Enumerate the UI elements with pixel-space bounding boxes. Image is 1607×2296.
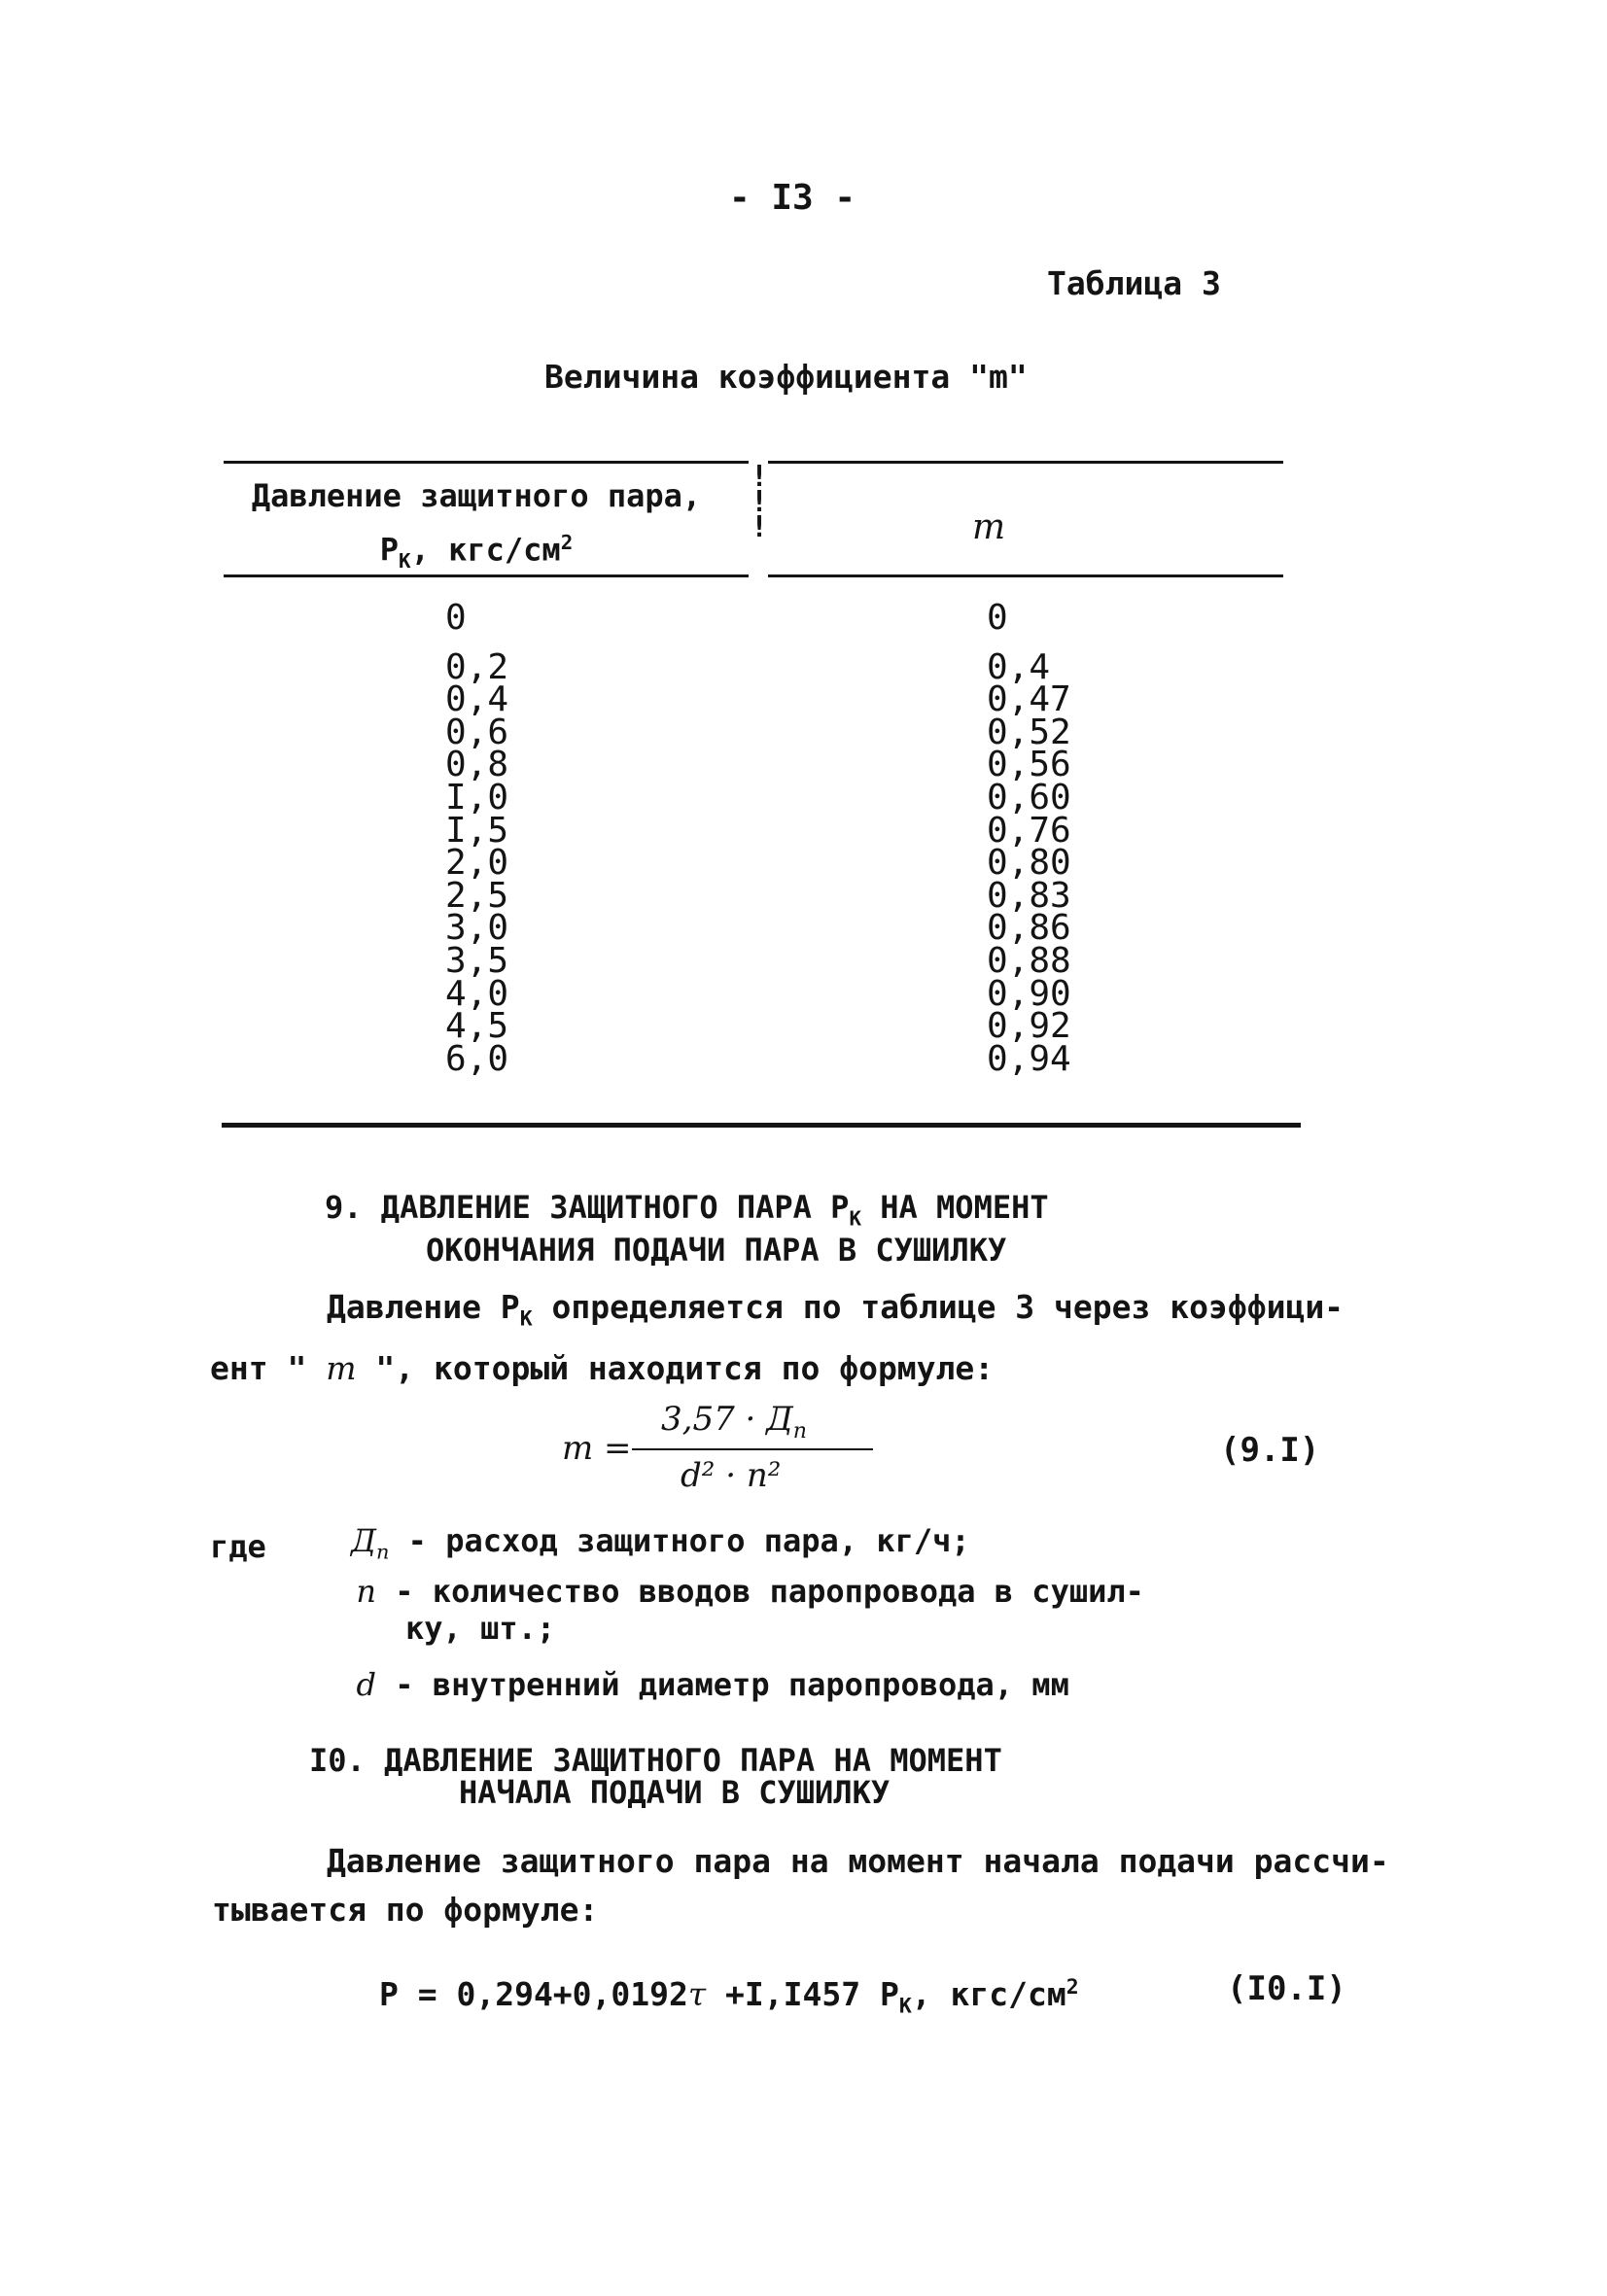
section9-heading-line2: ОКОНЧАНИЯ ПОДАЧИ ПАРА В СУШИЛКУ xyxy=(426,1232,1007,1270)
formula-9-1-lhs: m = xyxy=(562,1429,632,1468)
pressure-value: 0 xyxy=(445,598,467,638)
table-top-rule-right xyxy=(768,461,1283,464)
formula-9-1-num-sub: п xyxy=(792,1417,808,1444)
pressure-subscript: K xyxy=(399,549,411,574)
section9-paragraph xyxy=(210,1283,1344,1393)
m-value: 0,94 xyxy=(987,1038,1071,1079)
table-bottom-rule xyxy=(222,1123,1301,1128)
pressure-value: 4,5 xyxy=(445,1006,509,1047)
formula-10-1-unit: , кгс/см xyxy=(911,1975,1066,2013)
pressure-values-column xyxy=(445,598,509,1079)
section9-para2-end: ", который находится по формуле: xyxy=(356,1348,995,1387)
pressure-value: 2,5 xyxy=(445,875,509,916)
legend-symbol: n xyxy=(356,1573,376,1610)
m-value: 0,4 xyxy=(987,646,1051,687)
column-separator xyxy=(751,460,769,544)
m-symbol: m xyxy=(326,1348,357,1387)
section9-paragraph-line1 xyxy=(210,1283,1344,1344)
column-header-pressure-line2 xyxy=(224,519,729,584)
formula-10-1-start: P = 0,294+0,0192 xyxy=(379,1975,688,2013)
formula-9-1-num-text: 3,57 · Д xyxy=(661,1400,793,1439)
section10-heading-line1: I0. ДАВЛЕНИЕ ЗАЩИТНОГО ПАРА НА МОМЕНТ xyxy=(309,1742,1002,1779)
m-value: 0,56 xyxy=(987,745,1071,785)
pressure-value: 0,8 xyxy=(445,745,509,785)
legend-symbol: d xyxy=(356,1666,376,1703)
table-header-rule-right xyxy=(768,574,1283,577)
formula-9-1-denominator: d² · n² xyxy=(681,1456,782,1495)
pressure-value: 2,0 xyxy=(445,843,509,884)
legend-text: - количество вводов паропровода в сушил- xyxy=(376,1573,1144,1610)
table-label: Таблица 3 xyxy=(1047,264,1221,302)
pressure-value: I,5 xyxy=(445,810,509,851)
table-top-rule-left xyxy=(224,461,749,464)
column-header-m: m xyxy=(972,507,1006,547)
column-header-pressure-line1: Давление защитного пара, xyxy=(251,477,702,514)
section9-heading-text: 9. ДАВЛЕНИЕ ЗАЩИТНОГО ПАРА P xyxy=(325,1189,850,1226)
formula-10-1-mid: +I,I457 P xyxy=(706,1975,899,2013)
m-value: 0,60 xyxy=(987,777,1071,818)
pressure-unit: , кгс/см xyxy=(410,531,561,569)
section10-paragraph-line1: Давление защитного пара на момент начала подачи рассчи- xyxy=(327,1842,1389,1880)
m-values-column xyxy=(987,598,1071,1079)
section10-heading xyxy=(309,1742,1002,1811)
legend-item xyxy=(326,1573,1144,1610)
where-label: где xyxy=(210,1528,266,1565)
section9-para-end: определяется по таблице 3 через коэффици- xyxy=(532,1288,1345,1326)
section9-heading-end: НА МОМЕНТ xyxy=(860,1189,1049,1226)
pressure-value: 4,0 xyxy=(445,973,509,1014)
pressure-value: 0,2 xyxy=(445,646,509,687)
pressure-unit-sup: 2 xyxy=(560,531,574,554)
formula-9-1-fraction-bar xyxy=(632,1448,873,1450)
m-value: 0,52 xyxy=(987,712,1071,752)
pressure-value: I,0 xyxy=(445,777,509,818)
m-value: 0 xyxy=(987,598,1008,638)
legend-text: - внутренний диаметр паропровода, мм xyxy=(376,1666,1069,1703)
m-value: 0,92 xyxy=(987,1006,1071,1047)
pressure-value: 3,5 xyxy=(445,940,509,981)
column-separator-mark: ! xyxy=(751,460,769,494)
section9-heading-sub: K xyxy=(849,1206,861,1231)
pressure-value: 3,0 xyxy=(445,908,509,949)
m-value: 0,47 xyxy=(987,679,1071,720)
m-value: 0,80 xyxy=(987,843,1071,884)
formula-9-1-number: (9.I) xyxy=(1220,1431,1320,1470)
pressure-value: 6,0 xyxy=(445,1038,509,1079)
section9-para-start: Давление P xyxy=(327,1288,520,1326)
m-value: 0,86 xyxy=(987,908,1071,949)
column-separator-mark: ! xyxy=(751,510,769,544)
legend-item xyxy=(326,1666,1069,1703)
legend-item xyxy=(326,1522,970,1563)
section10-paragraph xyxy=(212,1837,1389,1934)
tau-symbol: τ xyxy=(687,1975,707,2013)
m-value: 0,90 xyxy=(987,973,1071,1014)
page-number: - I3 - xyxy=(729,178,856,218)
pressure-symbol: P xyxy=(379,531,400,569)
formula-10-1-number: (I0.I) xyxy=(1227,1969,1346,2008)
formula-10-1-sub: K xyxy=(898,1994,912,2019)
section10-paragraph-line2: тывается по формуле: xyxy=(212,1891,599,1929)
section9-para-sub: K xyxy=(519,1306,533,1332)
legend-text: - расход защитного пара, кг/ч; xyxy=(389,1522,970,1559)
section10-heading-line2: НАЧАЛА ПОДАЧИ В СУШИЛКУ xyxy=(459,1774,891,1811)
legend-item xyxy=(326,1610,555,1647)
section9-heading xyxy=(325,1189,1049,1270)
legend-symbol-sub: п xyxy=(376,1540,390,1564)
pressure-value: 0,4 xyxy=(445,679,509,720)
formula-9-1-numerator xyxy=(661,1400,807,1444)
m-value: 0,76 xyxy=(987,810,1071,851)
m-value: 0,88 xyxy=(987,940,1071,981)
formula-10-1-sup: 2 xyxy=(1066,1975,1079,2000)
section9-heading-line1 xyxy=(325,1189,1049,1235)
formula-10-1 xyxy=(379,1964,1079,2032)
section9-paragraph-line2 xyxy=(210,1344,1344,1393)
m-value: 0,83 xyxy=(987,875,1071,916)
pressure-value: 0,6 xyxy=(445,712,509,752)
section9-para2-start: ент " xyxy=(210,1348,327,1387)
legend-text: ку, шт.; xyxy=(405,1610,556,1647)
table-caption: Величина коэффициента "m" xyxy=(544,358,1028,396)
column-separator-mark: ! xyxy=(751,485,769,519)
column-header-pressure xyxy=(224,472,729,584)
legend-symbol: Д xyxy=(350,1522,376,1559)
